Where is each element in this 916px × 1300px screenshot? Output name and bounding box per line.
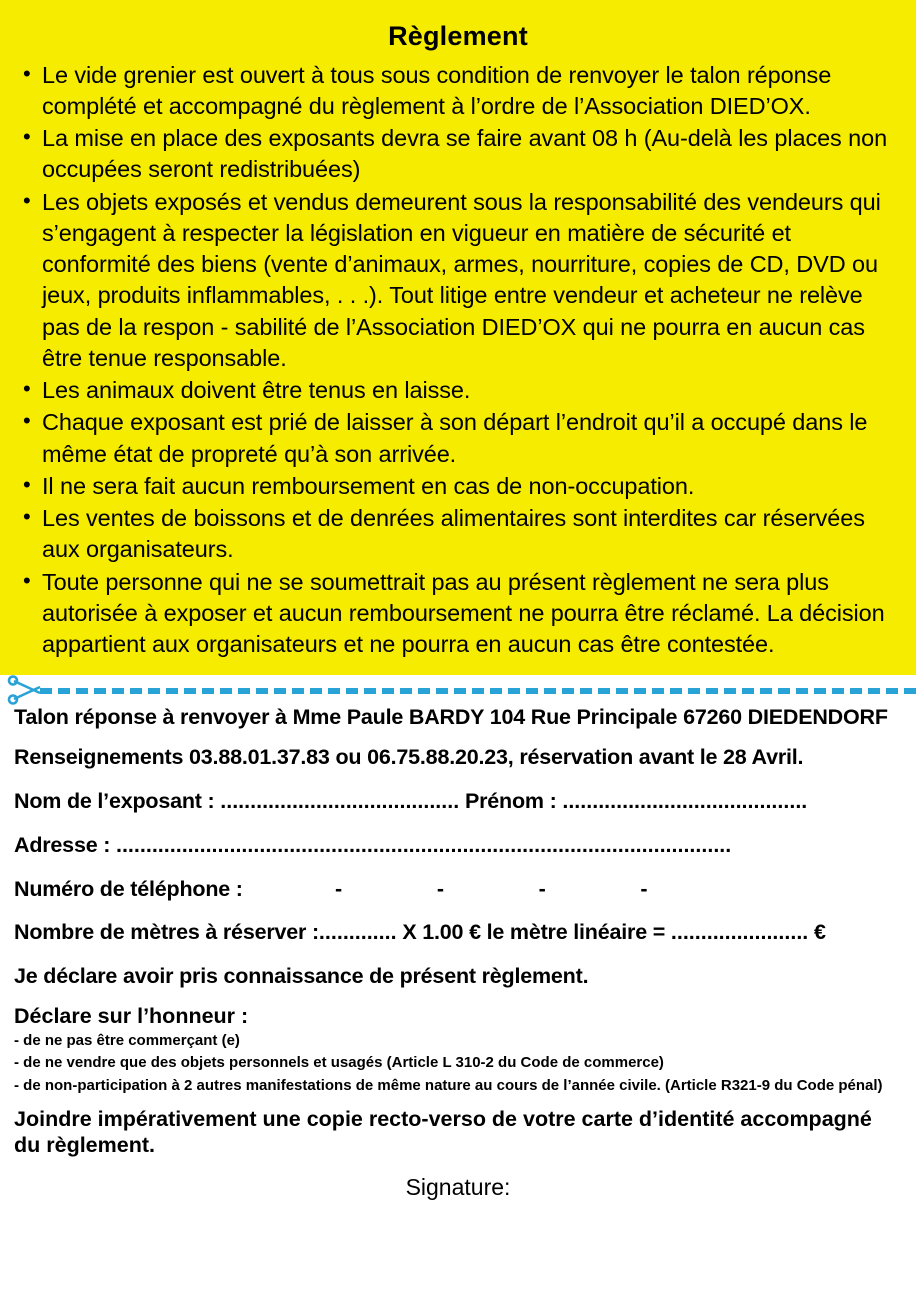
phone-separator: - [538, 876, 546, 901]
list-item: • Les objets exposés et vendus demeurent sous la responsabilité des vendeurs qui s’engagent à respecter la législation en vigueur en matière de sécurité et conformité des biens (vente d’animaux, armes, nourriture, copies de CD, DVD ou jeux, produits inflammables, . . .). Tout litige entre vendeur et acheteur ne relève pas de la respon - sabilité de l’Association DIED’OX qui ne pourra en aucun cas être tenue responsable. [16, 187, 900, 375]
id-copy-instruction: Joindre impérativement une copie recto-verso de votre carte d’identité accompagné du règlement. [14, 1106, 872, 1157]
address-input[interactable]: ....................................................................................................... [115, 832, 732, 857]
phone-separator: - [640, 876, 648, 901]
meters-label: Nombre de mètres à réserver : [14, 920, 319, 945]
address-row [14, 833, 902, 859]
firstname-label: Prénom : [464, 789, 557, 814]
list-item: • Le vide grenier est ouvert à tous sous condition de renvoyer le talon réponse complété et accompagné du règlement à l’ordre de l’Association DIED’OX. [16, 60, 900, 123]
list-item: • La mise en place des exposants devra se faire avant 08 h (Au-delà les places non occupées seront redistribuées) [16, 123, 900, 186]
exhibitor-name-label: Nom de l’exposant : [14, 789, 215, 814]
cut-line-divider [0, 675, 916, 705]
list-item: • Toute personne qui ne se soumettrait pas au présent règlement ne sera plus autorisée à exposer et aucun remboursement ne pourra être réclamé. La décision appartient aux organisateurs et ne pourra en aucun cas être contestée. [16, 567, 900, 661]
honour-declaration-title: Déclare sur l’honneur : [14, 1004, 249, 1029]
list-item: • Les animaux doivent être tenus en laisse. [16, 375, 900, 406]
signature-label: Signature: [405, 1174, 511, 1201]
honour-item: - de ne vendre que des objets personnels et usagés (Article L 310-2 du Code de commerce) [14, 1054, 664, 1072]
return-address-line: Talon réponse à renvoyer à Mme Paule BARDY 104 Rue Principale 67260 DIEDENDORF [14, 705, 888, 730]
declaration-read-line: Je déclare avoir pris connaissance de présent règlement. [14, 964, 589, 989]
currency-symbol: € [814, 920, 826, 945]
total-input[interactable]: ....................... [670, 920, 809, 945]
page-title: Règlement [388, 21, 528, 51]
exhibitor-name-input[interactable]: ........................................ [220, 789, 460, 814]
list-item: • Il ne sera fait aucun remboursement en cas de non-occupation. [16, 471, 900, 502]
phone-input[interactable] [291, 877, 692, 903]
phone-row [14, 877, 902, 903]
dashed-cut-line [40, 688, 916, 694]
rules-list [16, 60, 900, 661]
firstname-input[interactable]: ......................................... [562, 789, 808, 814]
meters-input[interactable]: ............. [318, 920, 397, 945]
meters-row [14, 920, 902, 946]
meters-rate-label: X 1.00 € le mètre linéaire = [402, 920, 666, 945]
honour-item: - de non-participation à 2 autres manifestations de même nature au cours de l’année civile. (Article R321-9 du Code pénal) [14, 1076, 883, 1094]
phone-label: Numéro de téléphone : [14, 876, 243, 901]
response-form-section [0, 705, 916, 1201]
list-item: • Les ventes de boissons et de denrées alimentaires sont interdites car réservées aux organisateurs. [16, 503, 900, 566]
phone-separator: - [335, 876, 343, 901]
address-label: Adresse : [14, 832, 111, 857]
phone-separator: - [436, 876, 444, 901]
honour-item: - de ne pas être commerçant (e) [14, 1032, 240, 1050]
list-item: • Chaque exposant est prié de laisser à son départ l’endroit qu’il a occupé dans le même état de propreté qu’à son arrivée. [16, 407, 900, 470]
contact-info-line: Renseignements 03.88.01.37.83 ou 06.75.88.20.23, réservation avant le 28 Avril. [14, 745, 804, 770]
name-row [14, 789, 902, 815]
